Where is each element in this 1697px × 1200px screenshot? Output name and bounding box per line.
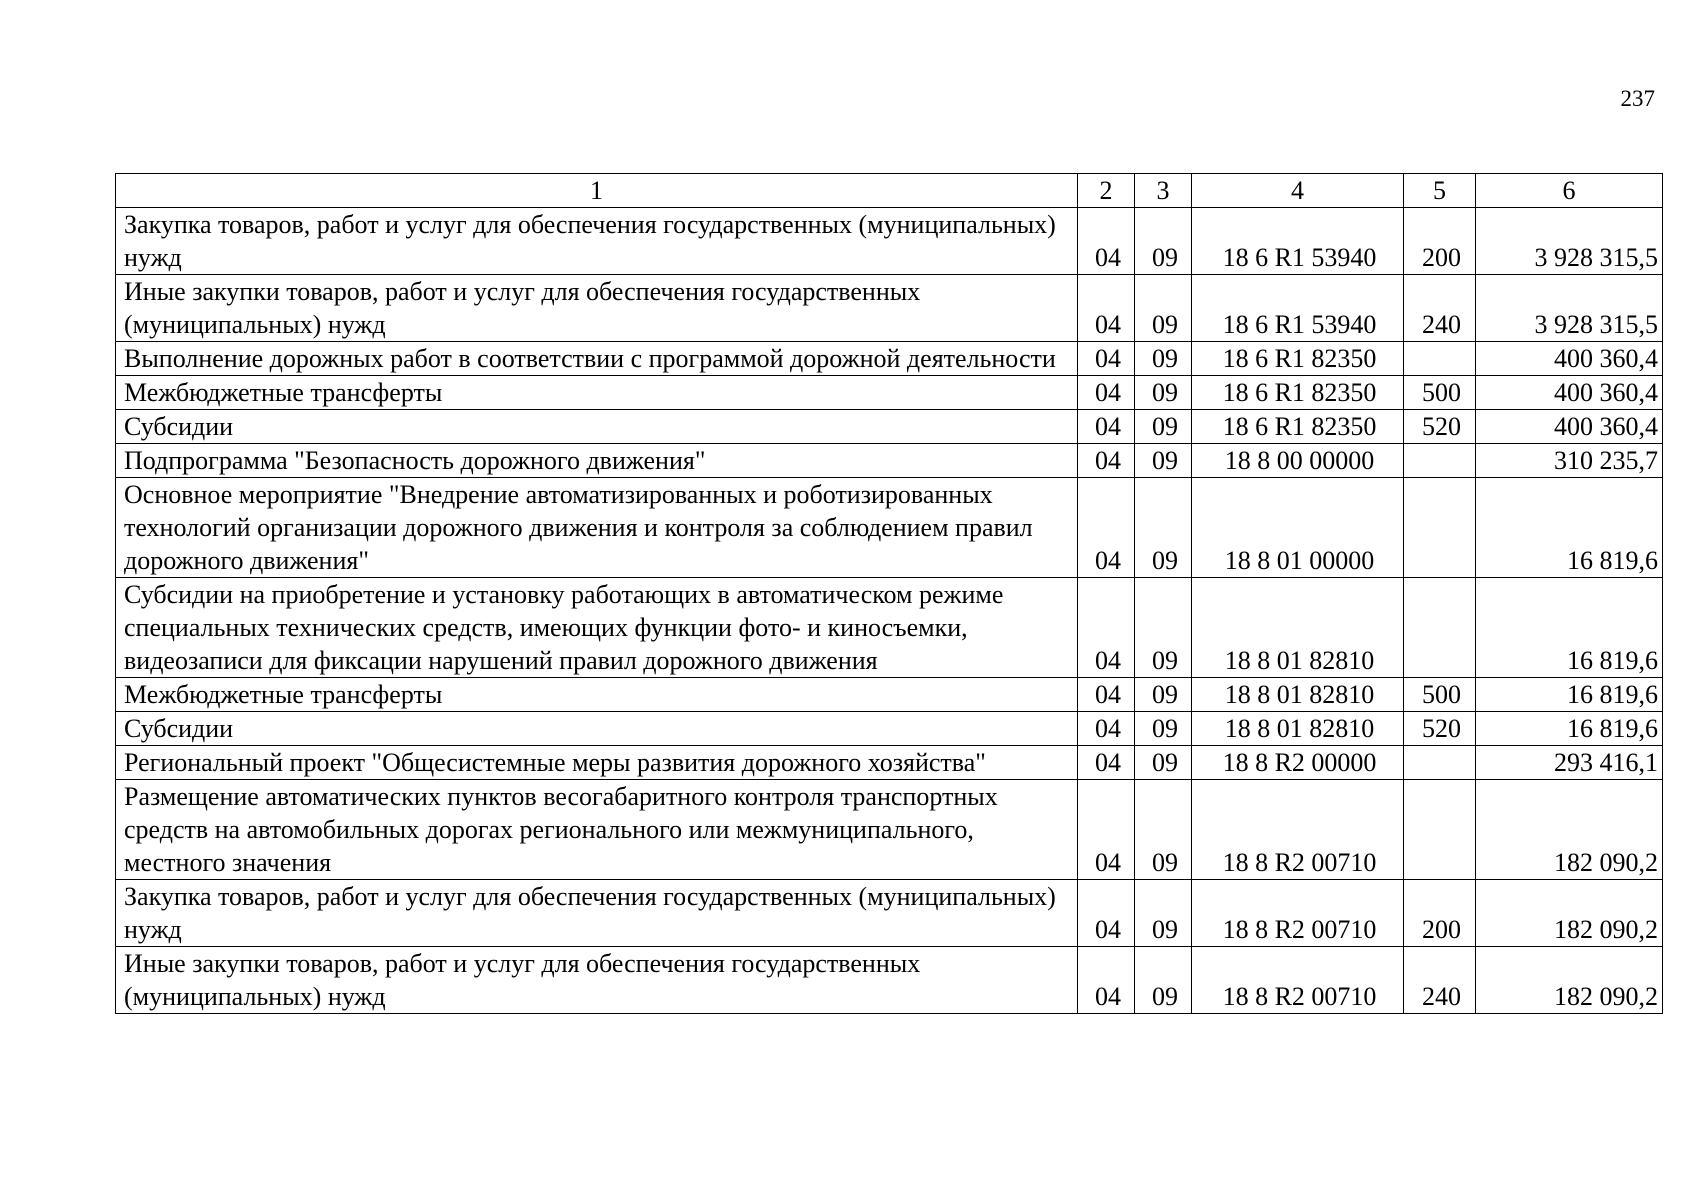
target-article-code: 18 6 R1 82350 [1192,410,1404,444]
target-article-code: 18 8 01 00000 [1192,478,1404,578]
row-name: Региональный проект "Общесистемные меры развития дорожного хозяйства" [116,746,1078,780]
table-row [116,947,1663,1014]
table-row [116,578,1663,678]
table-row [116,780,1663,880]
table-row [116,478,1663,578]
table-header-row [116,174,1663,208]
target-article-code: 18 6 R1 53940 [1192,275,1404,342]
table-row [116,410,1663,444]
target-article-code: 18 8 01 82810 [1192,578,1404,678]
amount: 3 928 315,5 [1476,275,1663,342]
section-code: 04 [1078,376,1135,410]
row-name: Иные закупки товаров, работ и услуг для обеспечения государственных (муниципальных) нужд [116,947,1078,1014]
expense-type-code [1404,342,1476,376]
row-name: Межбюджетные трансферты [116,376,1078,410]
expense-type-code: 240 [1404,275,1476,342]
row-name: Выполнение дорожных работ в соответствии с программой дорожной деятельности [116,342,1078,376]
subsection-code: 09 [1135,947,1192,1014]
table-row [116,376,1663,410]
section-code: 04 [1078,275,1135,342]
section-code: 04 [1078,478,1135,578]
row-name: Межбюджетные трансферты [116,678,1078,712]
subsection-code: 09 [1135,275,1192,342]
amount: 16 819,6 [1476,678,1663,712]
expense-type-code: 520 [1404,712,1476,746]
subsection-code: 09 [1135,376,1192,410]
column-header: 1 [116,174,1078,208]
section-code: 04 [1078,947,1135,1014]
section-code: 04 [1078,780,1135,880]
target-article-code: 18 8 R2 00710 [1192,880,1404,947]
expense-type-code: 200 [1404,880,1476,947]
row-name: Закупка товаров, работ и услуг для обеспечения государственных (муниципальных) нужд [116,880,1078,947]
row-name: Основное мероприятие "Внедрение автоматизированных и роботизированных технологий организации дорожного движения и контроля за соблюдением правил дорожного движения" [116,478,1078,578]
column-header: 2 [1078,174,1135,208]
amount: 16 819,6 [1476,578,1663,678]
target-article-code: 18 8 R2 00710 [1192,947,1404,1014]
table-row [116,444,1663,478]
section-code: 04 [1078,208,1135,275]
expense-type-code: 200 [1404,208,1476,275]
expense-type-code: 520 [1404,410,1476,444]
column-header: 6 [1476,174,1663,208]
table-row [116,275,1663,342]
target-article-code: 18 6 R1 53940 [1192,208,1404,275]
expense-type-code: 240 [1404,947,1476,1014]
target-article-code: 18 8 R2 00000 [1192,746,1404,780]
row-name: Подпрограмма "Безопасность дорожного движения" [116,444,1078,478]
subsection-code: 09 [1135,746,1192,780]
amount: 293 416,1 [1476,746,1663,780]
section-code: 04 [1078,410,1135,444]
row-name: Размещение автоматических пунктов весогабаритного контроля транспортных средств на автомобильных дорогах регионального или межмуниципального, местного значения [116,780,1078,880]
subsection-code: 09 [1135,410,1192,444]
row-name: Иные закупки товаров, работ и услуг для обеспечения государственных (муниципальных) нужд [116,275,1078,342]
subsection-code: 09 [1135,780,1192,880]
section-code: 04 [1078,578,1135,678]
page-number: 237 [1620,86,1655,111]
table-row [116,712,1663,746]
budget-table [115,173,1663,1014]
table-row [116,342,1663,376]
amount: 182 090,2 [1476,780,1663,880]
row-name: Субсидии [116,712,1078,746]
amount: 400 360,4 [1476,376,1663,410]
subsection-code: 09 [1135,578,1192,678]
section-code: 04 [1078,444,1135,478]
row-name: Субсидии на приобретение и установку работающих в автоматическом режиме специальных технических средств, имеющих функции фото- и киносъемки, видеозаписи для фиксации нарушений правил дорожного движения [116,578,1078,678]
subsection-code: 09 [1135,478,1192,578]
table-row [116,678,1663,712]
expense-type-code [1404,746,1476,780]
section-code: 04 [1078,880,1135,947]
subsection-code: 09 [1135,880,1192,947]
amount: 3 928 315,5 [1476,208,1663,275]
row-name: Субсидии [116,410,1078,444]
target-article-code: 18 8 01 82810 [1192,678,1404,712]
expense-type-code [1404,578,1476,678]
table-row [116,880,1663,947]
column-header: 3 [1135,174,1192,208]
table-row [116,208,1663,275]
subsection-code: 09 [1135,444,1192,478]
section-code: 04 [1078,712,1135,746]
expense-type-code: 500 [1404,678,1476,712]
subsection-code: 09 [1135,208,1192,275]
expense-type-code [1404,478,1476,578]
expense-type-code [1404,780,1476,880]
amount: 182 090,2 [1476,880,1663,947]
column-header: 5 [1404,174,1476,208]
table-row [116,746,1663,780]
amount: 182 090,2 [1476,947,1663,1014]
section-code: 04 [1078,746,1135,780]
target-article-code: 18 6 R1 82350 [1192,342,1404,376]
amount: 16 819,6 [1476,712,1663,746]
column-header: 4 [1192,174,1404,208]
target-article-code: 18 8 R2 00710 [1192,780,1404,880]
amount: 400 360,4 [1476,410,1663,444]
expense-type-code: 500 [1404,376,1476,410]
target-article-code: 18 8 01 82810 [1192,712,1404,746]
section-code: 04 [1078,678,1135,712]
section-code: 04 [1078,342,1135,376]
amount: 16 819,6 [1476,478,1663,578]
amount: 310 235,7 [1476,444,1663,478]
subsection-code: 09 [1135,712,1192,746]
row-name: Закупка товаров, работ и услуг для обеспечения государственных (муниципальных) нужд [116,208,1078,275]
expense-type-code [1404,444,1476,478]
target-article-code: 18 8 00 00000 [1192,444,1404,478]
target-article-code: 18 6 R1 82350 [1192,376,1404,410]
subsection-code: 09 [1135,342,1192,376]
subsection-code: 09 [1135,678,1192,712]
amount: 400 360,4 [1476,342,1663,376]
